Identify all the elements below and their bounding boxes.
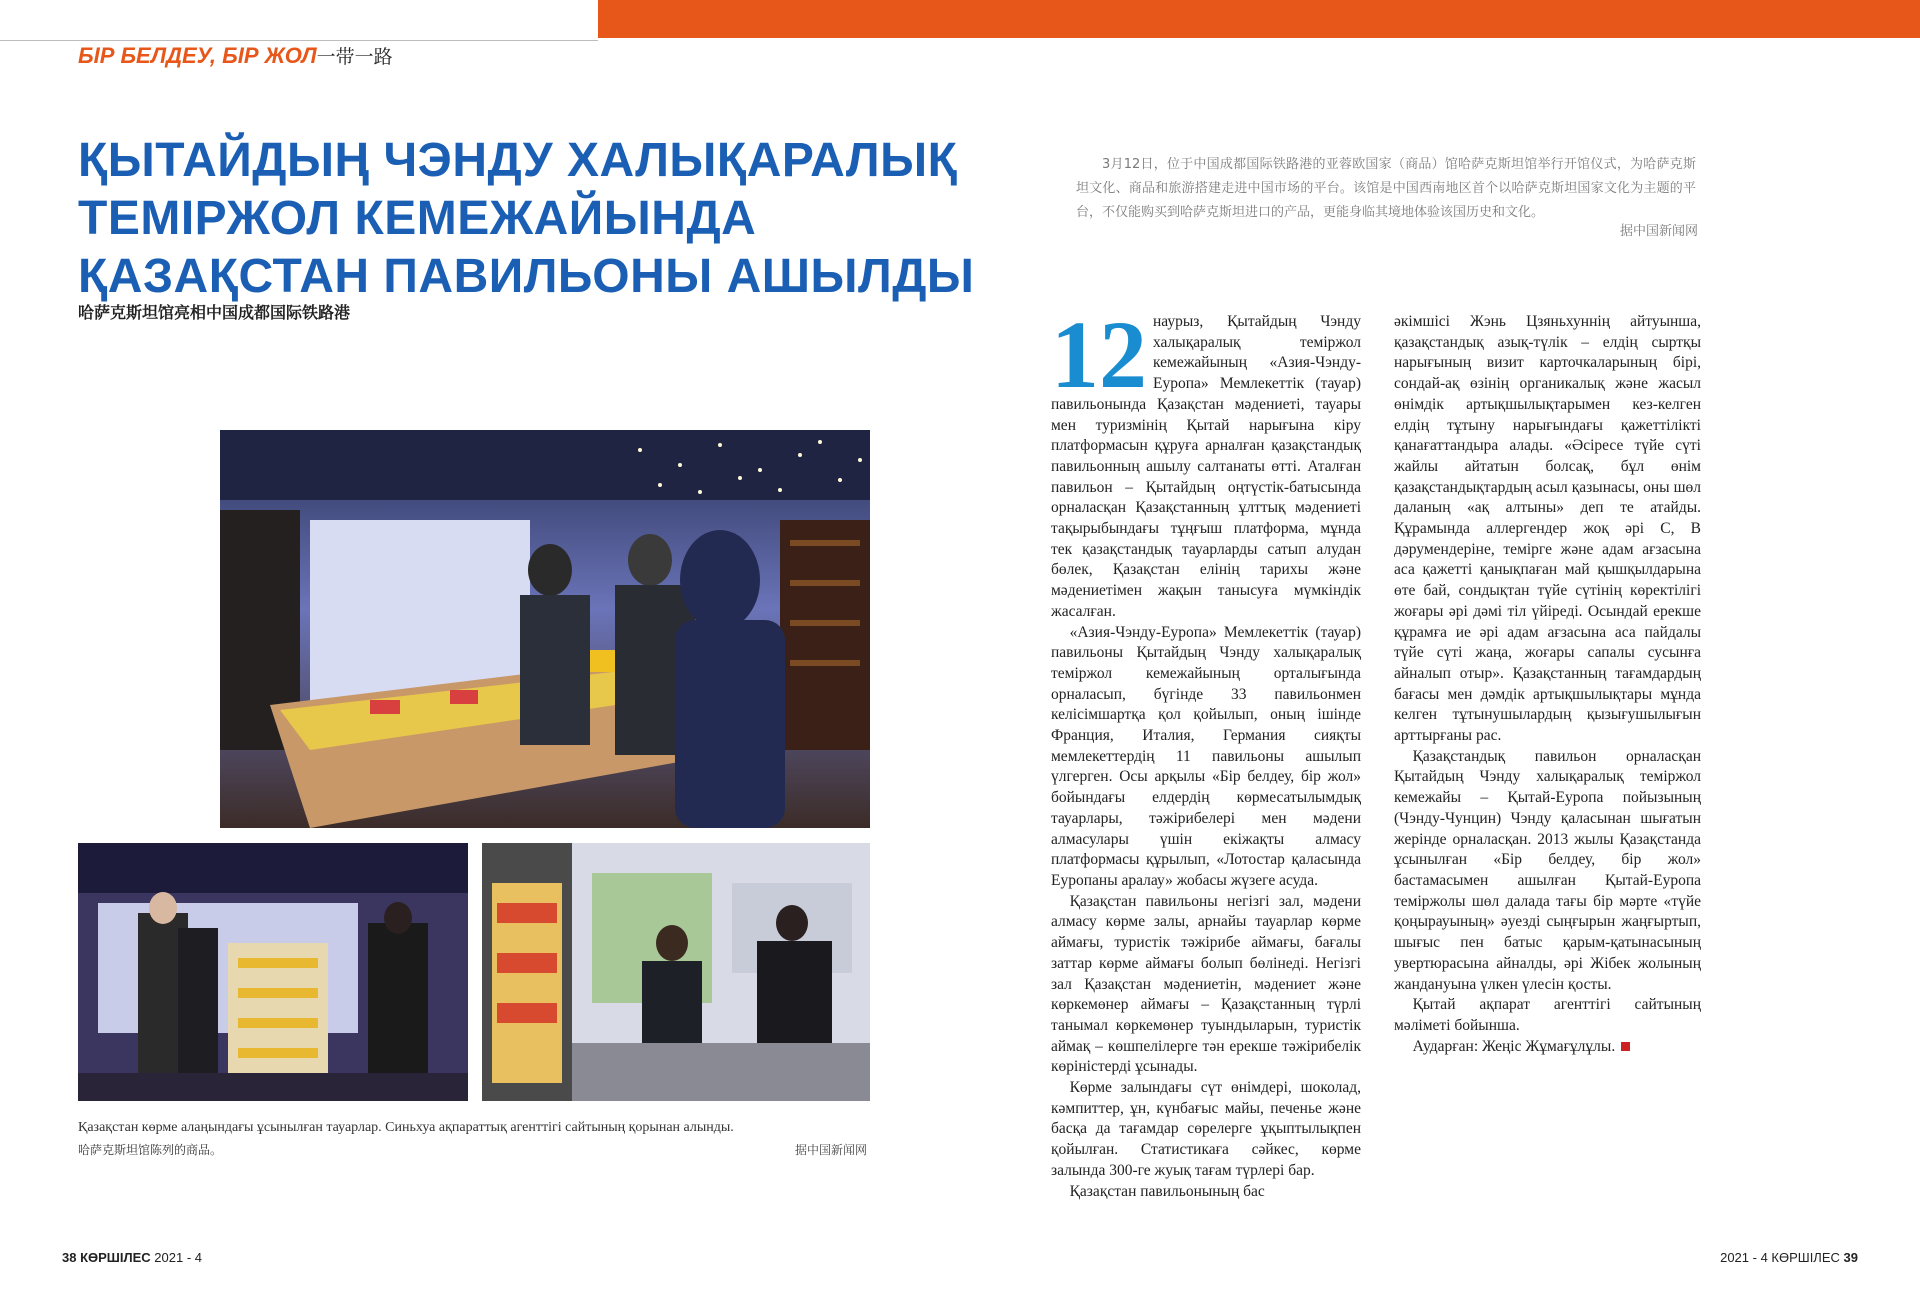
section-title-cn: 一带一路 (316, 46, 393, 68)
paragraph: әкімшісі Жэнь Цзяньхуннің айтуынша, қазақстандық азық-түлік – елдің сыртқы нарығының визит карточкаларының бірі, сондай-ақ өзінің органикалық және жасыл өнімдік артықшылықтарымен кез-келген елдің тұтыну нарығындағы қажеттілікті қанағаттандыра алады. «Әсіресе түйе сүті жайлы айтатын болсақ, бұл өнім қазақстандықтардың асыл қазынасы, оны шөл даланың «ақ алтыны» деп те атайды. Құрамында аллергендер жоқ әрі С, В дәрумендеріне, темірге және адам ағзасына аса қажетті қанықпаған май қышқылдарына өте бай, сондықтан түйе сүтінің көректілігі жоғары әрі дәмі тіл үйіреді. Осындай ерекше құрамға ие әрі адам ағзасына аса пайдалы түйе сүті жаңа, жоғары сапалы сусынға айналып отыр». Қазақстанның тағамдардың бағасы мен дәмдік артықшылықтары мұнда келген тұтынушылардың қызығушылығын арттырғаны рас. (1394, 313, 1701, 745)
paragraph: Көрме залындағы сүт өнімдері, шоколад, кәмпиттер, ұн, күнбағыс майы, печенье және басқа да тағамдар сөрелерге ұқыптылықпен қойылған. Статистикаға сәйкес, көрме залында 300-ге жуық тағам түрлері бар. (1051, 1079, 1361, 1179)
paragraph: Қазақстан павильонының бас (1069, 1182, 1265, 1200)
article-title (78, 132, 975, 306)
header-rule (0, 40, 598, 41)
magazine-name: КӨРШІЛЕС (1771, 1250, 1840, 1265)
page-number-right: 39 (1843, 1250, 1858, 1265)
text-column-2 (1394, 312, 1701, 1057)
paragraph: 12 наурыз, Қытайдың Чэнду халықаралық теміржол кемежайының «Азия-Чэнду-Еуропа» Мемлекеттік (тауар) павильонында Қазақстан мәдениеті, тауары мен туризмінің Қытай нарығына кіру платформасын құруға арналған қазақстандық павильонның ашылу салтанаты өтті. Аталған павильон – Қытайдың оңтүстік-батысында орналасқан Қазақстанның ұлттық мәдениеті тақырыбындағы тұңғыш платформа, мұнда тек қазақстандық тауарларды сатып алудан бөлек, Қазақстан елінің тарихы және мәдениетімен жақын танысуға мүмкіндік жасалған. (1051, 301, 1361, 620)
end-mark-icon (1621, 1042, 1630, 1051)
paragraph: Қытай ақпарат агенттігі сайтының мәліметі бойынша. (1394, 996, 1701, 1034)
drop-cap: 12 (1051, 301, 1147, 408)
page-number-left: 38 (62, 1250, 77, 1265)
photo-caption-kz: Қазақстан көрме алаңындағы ұсынылған тауарлар. Синьхуа ақпараттық агенттігі сайтының қорынан алынды. (78, 1120, 734, 1135)
photo-caption-cn: 哈萨克斯坦馆陈列的商品。 (78, 1143, 223, 1157)
issue-number: 2021 - 4 (1720, 1250, 1768, 1265)
title-line: ҚЫТАЙДЫҢ ЧЭНДУ ХАЛЫҚАРАЛЫҚ (78, 134, 958, 187)
text-column-1 (1051, 301, 1361, 1202)
main-photo (220, 430, 870, 828)
intro-cn: 3月12日，位于中国成都国际铁路港的亚蓉欧国家（商品）馆哈萨克斯坦馆举行开馆仪式，为哈萨克斯坦文化、商品和旅游搭建走进中国市场的平台。该馆是中国西南地区首个以哈萨克斯坦国家文化为主题的平台，不仅能购买到哈萨克斯坦进口的产品，更能身临其境地体验该国历史和文化。 (1076, 157, 1696, 220)
paragraph: Қазақстан павильоны негізгі зал, мәдени алмасу көрме залы, арнайы тауарлар көрме аймағы, туристік тәжірибе аймағы, бағалы заттар көрме аймағы болып бөлінеді. Негізгі зал Қазақстан мәдениетін, мәдениет және көркемөнер аймағы – Қазақстанның түрлі танымал көркемөнер туындыларын, туристік аймақ – көшпелілерге тән ерекше тәжірибелік көріністерді ұсынады. (1051, 892, 1361, 1076)
photo-bottom-left (78, 843, 468, 1101)
section-header (78, 42, 393, 69)
header-accent-bar (598, 0, 1920, 38)
photo-caption-source: 据中国新闻网 (795, 1143, 868, 1157)
title-line: ТЕМІРЖОЛ КЕМЕЖАЙЫНДА (78, 192, 757, 245)
paragraph: Қазақстандық павильон орналасқан Қытайдың Чэнду халықаралық теміржол кемежайы – Қытай-Еуропа пойызының (Чэнду-Чунцин) Чэнду қаласынан шығатын жерінде орналасқан. 2013 жылы Қазақстанда ұсынылған «Бір белдеу, бір жол» бастамасымен ашылған Қытай-Еуропа теміржолы шөл далада тағы бір мәрте «түйе қоңырауының» әуезді сыңғырын жаңғыртып, шығыс пен батыс қарым-қатынасының увертюрасына айналды, әрі Жібек жолының жандануына үлкен үлесін қосты. (1394, 747, 1701, 993)
section-title-kz: БІР БЕЛДЕУ, БІР ЖОЛ (78, 43, 317, 68)
intro-source: 据中国新闻网 (1619, 224, 1698, 239)
footer-right (1720, 1250, 1858, 1265)
magazine-name: КӨРШІЛЕС (80, 1250, 151, 1265)
translator-line: Аударған: Жеңіс Жұмағұлұлы. (1394, 1037, 1701, 1058)
article-subtitle-cn: 哈萨克斯坦馆亮相中国成都国际铁路港 (78, 303, 351, 322)
issue-number: 2021 - 4 (154, 1250, 202, 1265)
photo-bottom-right (482, 843, 870, 1101)
title-line: ҚАЗАҚСТАН ПАВИЛЬОНЫ АШЫЛДЫ (78, 250, 975, 303)
footer-left (62, 1250, 202, 1265)
paragraph: «Азия-Чэнду-Еуропа» Мемлекеттік (тауар) павильоны Қытайдың Чэнду халықаралық теміржол кемежайының орталығында орналасып, бүгінде 33 павильонмен келісімшартқа қол қойылып, оның ішінде Франция, Италия, Германия сияқты мемлекеттердің 11 павильоны ашылып үлгерген. Осы арқылы «Бір белдеу, бір жол» бойындағы елдердің көрмесатылымдық тауарлары, тәжірибелері мен мәдени алмасулары үшін екіжақты алмасу платформасы құрылып, «Лотостар қаласында Еуропаны аралау» жобасы жүзеге асуда. (1051, 623, 1361, 889)
